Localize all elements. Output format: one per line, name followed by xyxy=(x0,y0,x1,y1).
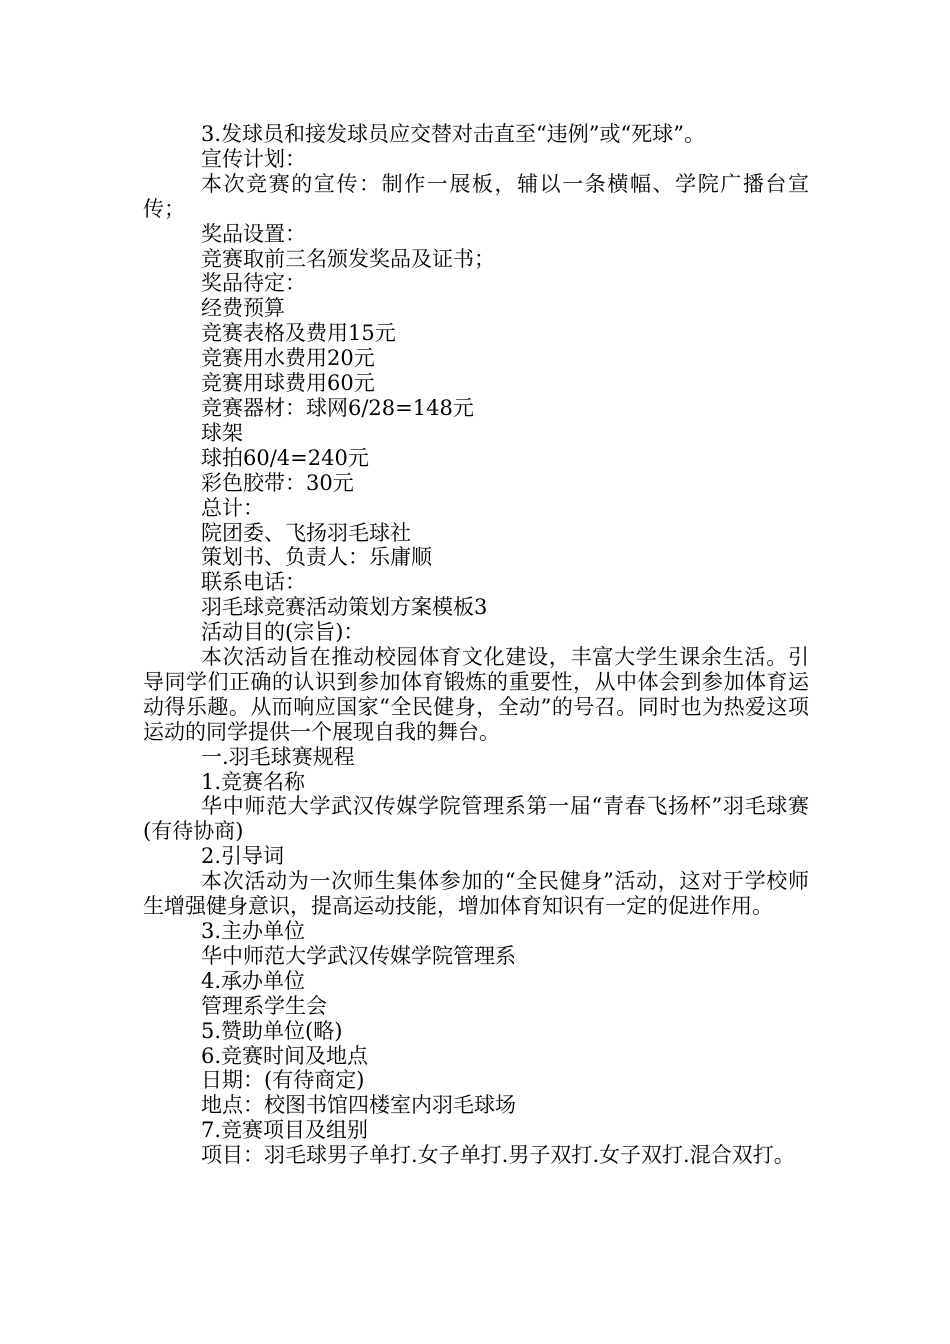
paragraph-organizer: 院团委、飞扬羽毛球社 xyxy=(201,520,411,545)
paragraph-intro-heading: 2.引导词 xyxy=(201,844,285,869)
paragraph-sponsor: 5.赞助单位(略) xyxy=(201,1018,343,1043)
paragraph-budget-heading: 经费预算 xyxy=(201,296,285,321)
paragraph-publicity-detail: 本次竞赛的宣传：制作一展板，辅以一条横幅、学院广播台宣传； xyxy=(143,171,809,221)
paragraph-prize-detail: 竞赛取前三名颁发奖品及证书； xyxy=(201,246,495,271)
document-body xyxy=(143,122,809,1168)
paragraph-host-detail: 华中师范大学武汉传媒学院管理系 xyxy=(201,943,516,968)
paragraph-budget-tape: 彩色胶带：30元 xyxy=(201,470,354,495)
paragraph-intro-detail: 本次活动为一次师生集体参加的“全民健身”活动，这对于学校师生增强健身意识，提高运动技能，增加体育知识有一定的促进作用。 xyxy=(143,869,809,919)
paragraph-events-heading: 7.竞赛项目及组别 xyxy=(201,1118,369,1143)
paragraph-organizer-detail: 管理系学生会 xyxy=(201,993,327,1018)
paragraph-rules-heading: 一.羽毛球赛规程 xyxy=(201,744,355,769)
paragraph-budget-total: 总计： xyxy=(201,495,264,520)
paragraph-publicity-heading: 宣传计划： xyxy=(201,146,306,171)
paragraph-purpose-heading: 活动目的(宗旨)： xyxy=(201,620,365,645)
paragraph-name-heading: 1.竞赛名称 xyxy=(201,769,306,794)
paragraph-budget-forms: 竞赛表格及费用15元 xyxy=(201,321,396,346)
paragraph-template-title: 羽毛球竞赛活动策划方案模板3 xyxy=(201,595,488,620)
paragraph-budget-water: 竞赛用水费用20元 xyxy=(201,346,375,371)
paragraph-serve-rule: 3.发球员和接发球员应交替对击直至“违例”或“死球”。 xyxy=(201,122,705,146)
paragraph-contact: 联系电话： xyxy=(201,570,306,595)
paragraph-organizer-heading: 4.承办单位 xyxy=(201,968,306,993)
paragraph-prize-heading: 奖品设置： xyxy=(201,221,306,246)
paragraph-time-place-heading: 6.竞赛时间及地点 xyxy=(201,1043,369,1068)
paragraph-prize-pending: 奖品待定： xyxy=(201,271,306,296)
paragraph-budget-net: 竞赛器材：球网6/28=148元 xyxy=(201,395,474,420)
paragraph-budget-stand: 球架 xyxy=(201,420,243,445)
paragraph-date: 日期：(有待商定) xyxy=(201,1068,365,1093)
paragraph-location: 地点：校图书馆四楼室内羽毛球场 xyxy=(201,1093,516,1118)
paragraph-budget-rackets: 球拍60/4=240元 xyxy=(201,445,369,470)
paragraph-purpose-detail: 本次活动旨在推动校园体育文化建设，丰富大学生课余生活。引导同学们正确的认识到参加体育锻炼的重要性，从中体会到参加体育运动得乐趣。从而响应国家“全民健身，全动”的号召。同时也为热爱这项运动的同学提供一个展现自我的舞台。 xyxy=(143,645,809,744)
paragraph-name-detail: 华中师范大学武汉传媒学院管理系第一届“青春飞扬杯”羽毛球赛(有待协商) xyxy=(143,794,809,844)
paragraph-events-detail: 项目：羽毛球男子单打.女子单打.男子双打.女子双打.混合双打。 xyxy=(201,1143,795,1168)
paragraph-host-heading: 3.主办单位 xyxy=(201,919,306,943)
paragraph-responsible: 策划书、负责人：乐庸顺 xyxy=(201,545,432,570)
paragraph-budget-balls: 竞赛用球费用60元 xyxy=(201,371,375,396)
